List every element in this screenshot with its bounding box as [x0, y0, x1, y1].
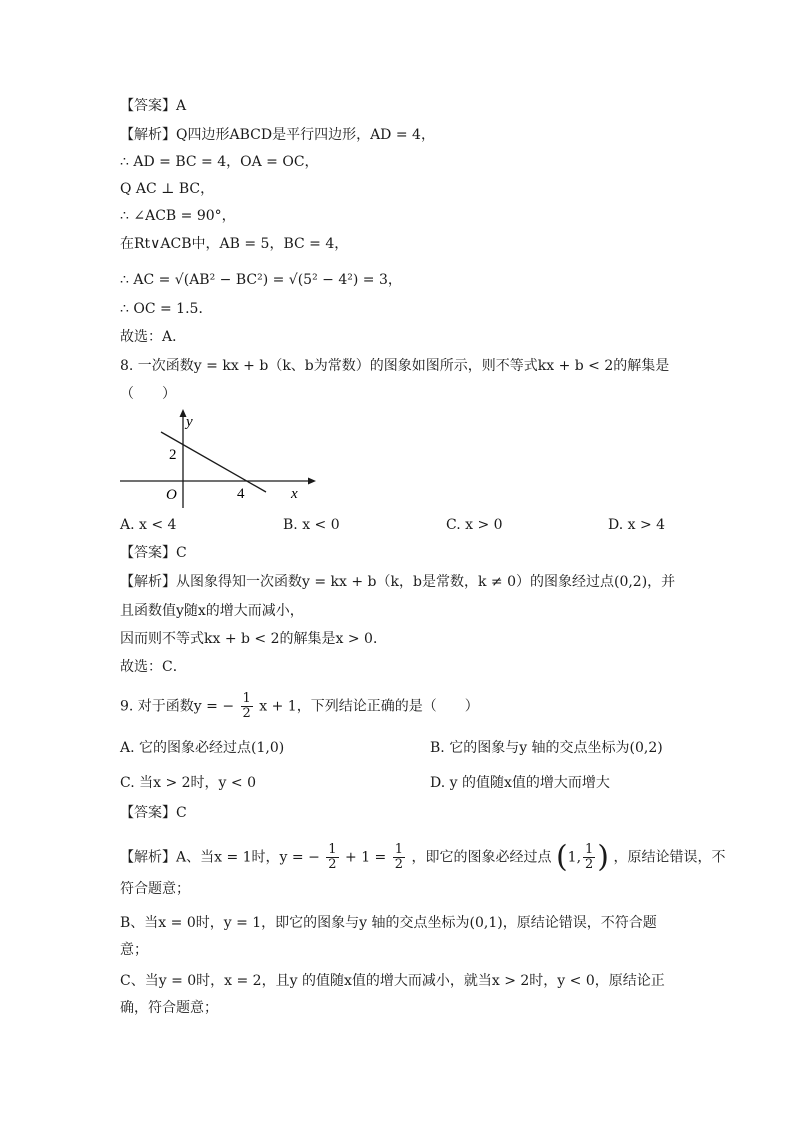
q8-stem: 8. 一次函数y = kx + b（k、b为常数）的图象如图所示，则不等式kx + b < 2的解集是 — [120, 358, 670, 374]
q9-fraction — [241, 692, 253, 721]
q7-choice: 故选：A． — [120, 329, 187, 345]
q9-a-fraction-1 — [326, 843, 338, 872]
q8-option-b: B. x < 0 — [283, 517, 340, 533]
q9-a-fraction-1-numerator: 1 — [328, 842, 337, 857]
q9-stem — [120, 692, 479, 721]
q9-explanation-c-line-2: 确，符合题意； — [120, 1000, 218, 1016]
x-axis-label: x — [291, 486, 298, 502]
left-paren: ( — [555, 839, 568, 875]
q9-a-part-1: 【解析】A、当x = 1时，y = − — [120, 849, 320, 866]
q8-choice: 故选：C． — [120, 659, 187, 675]
y-intercept-label: 2 — [169, 447, 177, 463]
q7-answer: 【答案】A — [120, 98, 187, 114]
q9-explanation-c-line-1: C、当y = 0时，x = 2，且y 的值随x值的增大而减小，就当x > 2时，y < 0，原结论正 — [120, 973, 665, 989]
q9-a-point-fraction — [583, 843, 595, 872]
q8-option-c: C. x > 0 — [446, 517, 503, 533]
q8-option-d: D. x > 4 — [608, 517, 666, 533]
q9-explanation-b-line-2: 意； — [120, 942, 148, 958]
q8-answer: 【答案】C — [120, 545, 187, 561]
q9-option-d: D. y 的值随x值的增大而增大 — [430, 775, 610, 791]
q7-explanation-line-2: ∴ AD = BC = 4，OA = OC， — [120, 154, 319, 170]
q8-explanation-line-3: 因而则不等式kx + b < 2的解集是x > 0． — [120, 631, 387, 647]
origin-label: O — [166, 487, 177, 503]
q7-explanation-line-7: ∴ OC = 1.5． — [120, 301, 213, 317]
q7-explanation-line-1: 【解析】Q四边形ABCD是平行四边形，AD = 4， — [120, 127, 435, 143]
q9-option-c: C. 当x > 2时，y < 0 — [120, 775, 256, 791]
q8-explanation-line-2: 且函数值y随x的增大而减小， — [120, 603, 304, 619]
q9-a-point-x: 1, — [567, 849, 582, 866]
q9-stem-start: 9. 对于函数y = − — [120, 698, 235, 715]
q9-answer: 【答案】C — [120, 805, 187, 821]
q9-a-part-3: ，即它的图象必经过点 — [411, 849, 552, 866]
q9-a-fraction-2-denominator: 2 — [394, 857, 404, 872]
q9-a-part-2: + 1 = — [345, 849, 387, 866]
q7-explanation-line-5: 在Rt∨ACB中，AB = 5，BC = 4， — [120, 236, 349, 252]
function-line — [161, 432, 266, 492]
q9-a-part-5: ，原结论错误，不 — [613, 849, 726, 866]
q9-explanation-a-line-1 — [120, 839, 726, 875]
q7-explanation-line-4: ∴ ∠ACB = 90°， — [120, 208, 236, 224]
q9-option-b: B. 它的图象与y 轴的交点坐标为(0,2) — [430, 740, 663, 756]
right-paren: ) — [597, 839, 610, 875]
q8-blank-paren: （ ） — [120, 386, 176, 402]
q9-option-a: A. 它的图象必经过点(1,0) — [120, 740, 285, 756]
x-axis-arrow — [308, 478, 316, 485]
q9-stem-end: x + 1，下列结论正确的是（ ） — [259, 698, 479, 715]
q8-explanation-line-1: 【解析】从图象得知一次函数y = kx + b（k，b是常数，k ≠ 0）的图象经过点(0,2)，并 — [120, 574, 676, 590]
q9-a-fraction-1-denominator: 2 — [328, 857, 337, 872]
q8-linear-function-graph — [118, 408, 318, 508]
q9-a-point-fraction-numerator: 1 — [585, 842, 594, 857]
q8-option-a: A. x < 4 — [120, 517, 177, 533]
q7-explanation-line-6: ∴ AC = √(AB² − BC²) = √(5² − 4²) = 3， — [120, 272, 402, 288]
q9-a-point-fraction-denominator: 2 — [585, 857, 594, 872]
q9-fraction-numerator: 1 — [242, 691, 251, 706]
q9-explanation-b-line-1: B、当x = 0时，y = 1，即它的图象与y 轴的交点坐标为(0,1)，原结论错误，不符合题 — [120, 915, 657, 931]
q9-fraction-denominator: 2 — [242, 706, 251, 721]
q9-explanation-a-line-2: 符合题意； — [120, 881, 190, 897]
q7-explanation-line-3: Q AC ⊥ BC， — [120, 181, 215, 197]
y-axis-label: y — [186, 414, 193, 430]
x-intercept-label: 4 — [237, 486, 245, 502]
q9-a-fraction-2 — [393, 843, 405, 872]
q9-a-fraction-2-numerator: 1 — [394, 842, 404, 857]
